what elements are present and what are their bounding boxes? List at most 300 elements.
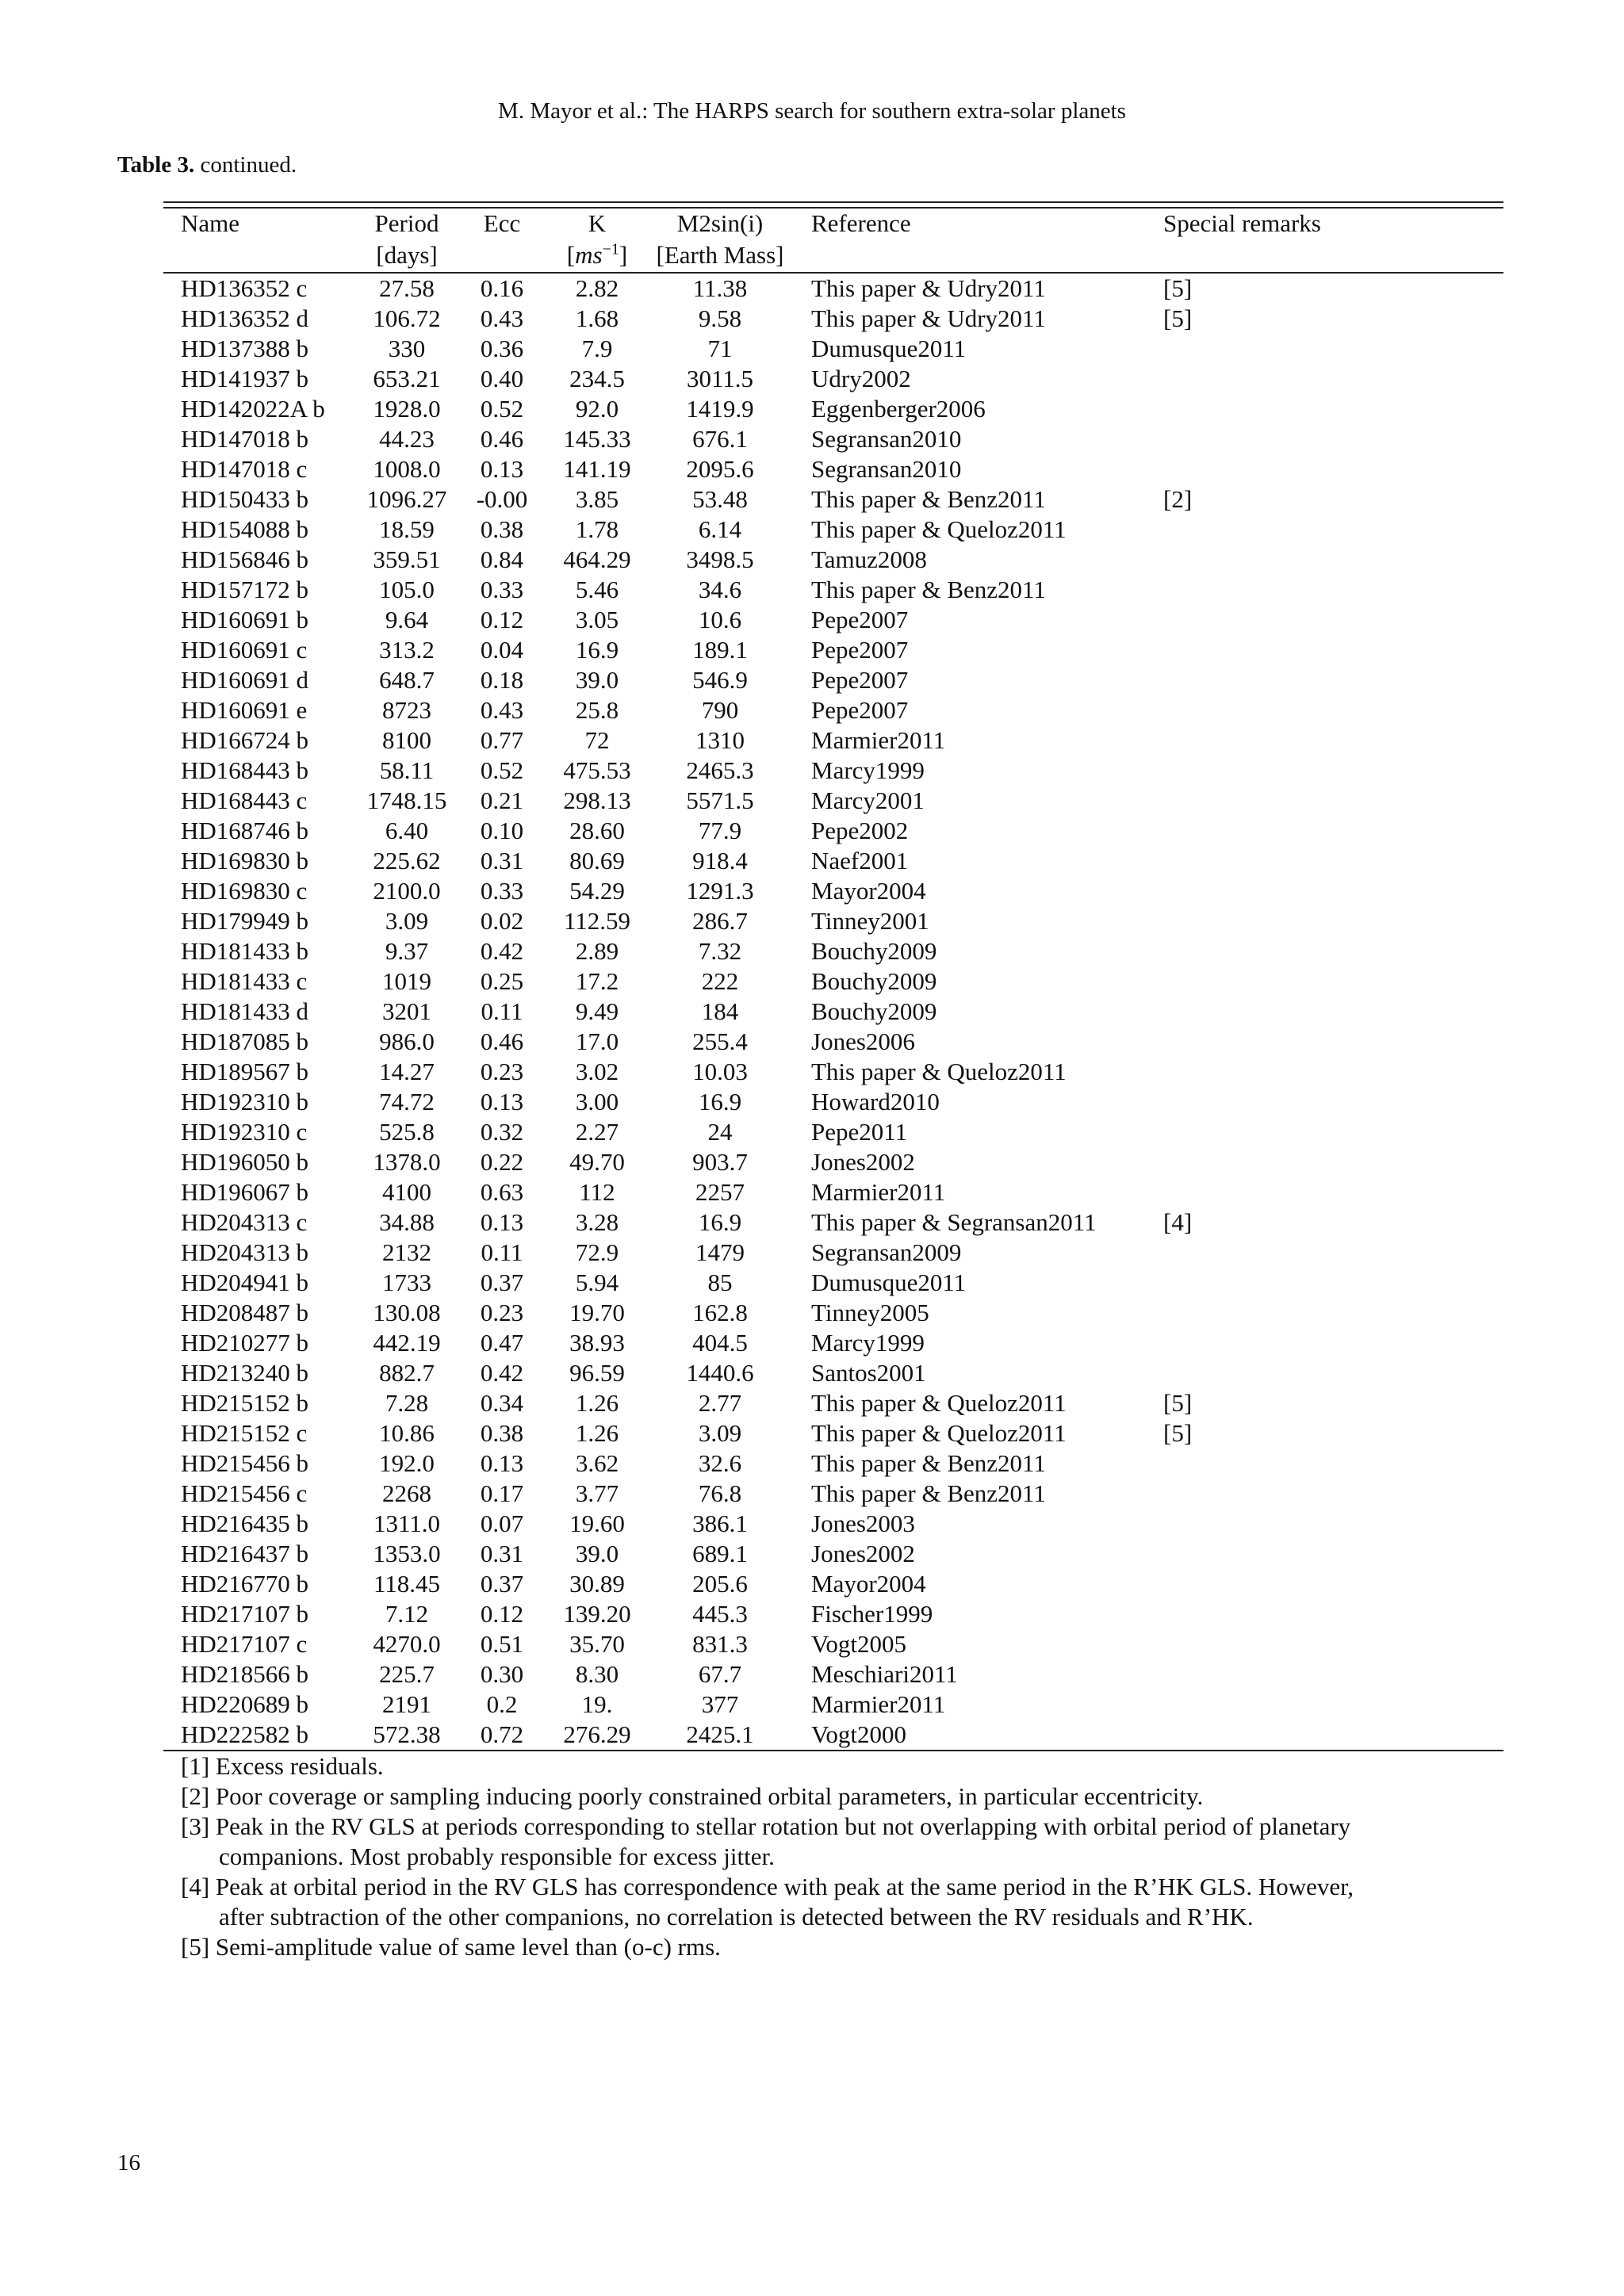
cell-name: HD213240 b	[181, 1359, 309, 1387]
cell-k: 9.49	[575, 997, 619, 1025]
cell-m2sini: 222	[701, 967, 739, 995]
cell-k: 3.28	[575, 1208, 619, 1236]
cell-m2sini: 1440.6	[686, 1359, 754, 1387]
cell-k: 3.62	[575, 1449, 619, 1477]
cell-period: 106.72	[373, 304, 441, 332]
table-row	[163, 304, 1503, 334]
cell-ecc: 0.34	[480, 1389, 524, 1417]
cell-reference: Bouchy2009	[811, 967, 937, 995]
unit-k-exponent: −1	[602, 240, 619, 258]
cell-ecc: 0.31	[480, 1540, 524, 1567]
cell-ecc: 0.32	[480, 1118, 524, 1146]
footnote	[181, 1872, 1503, 1932]
cell-reference: This paper & Segransan2011	[811, 1208, 1097, 1236]
table-row	[163, 1599, 1503, 1629]
cell-period: 18.59	[379, 515, 435, 543]
table-top-rule-1	[163, 201, 1503, 203]
cell-k: 145.33	[563, 425, 631, 453]
cell-remarks	[1160, 786, 1503, 816]
cell-k: 38.93	[569, 1329, 625, 1357]
cell-name: HD222582 b	[181, 1720, 309, 1748]
cell-reference: Eggenberger2006	[811, 395, 986, 423]
cell-m2sini: 24	[707, 1118, 733, 1146]
cell-name: HD141937 b	[181, 365, 309, 392]
footnote-text: [5] Semi-amplitude value of same level than (o-c) rms.	[181, 1933, 721, 1961]
cell-m2sini: 546.9	[692, 666, 748, 694]
cell-ecc: 0.52	[480, 756, 524, 784]
cell-period: 130.08	[373, 1299, 441, 1326]
cell-m2sini: 386.1	[692, 1510, 748, 1537]
table-row	[163, 364, 1503, 394]
cell-ecc: 0.17	[480, 1479, 524, 1507]
cell-m2sini: 1419.9	[686, 395, 754, 423]
cell-k: 3.00	[575, 1088, 619, 1115]
cell-period: 1748.15	[366, 786, 447, 814]
cell-period: 9.64	[385, 606, 429, 633]
cell-period: 14.27	[379, 1058, 435, 1085]
table-row	[163, 1238, 1503, 1268]
cell-period: 6.40	[385, 817, 429, 844]
cell-m2sini: 286.7	[692, 907, 748, 935]
cell-k: 1.78	[575, 515, 619, 543]
cell-name: HD216437 b	[181, 1540, 309, 1567]
cell-remarks	[1160, 1629, 1503, 1659]
cell-m2sini: 790	[701, 696, 739, 724]
cell-reference: Fischer1999	[811, 1600, 933, 1628]
cell-name: HD150433 b	[181, 485, 309, 513]
cell-name: HD168746 b	[181, 817, 309, 844]
cell-k: 17.2	[575, 967, 619, 995]
cell-reference: Pepe2007	[811, 606, 909, 633]
footnote-text: [3] Peak in the RV GLS at periods corresponding to stellar rotation but not overlapping with orbital period of planetary	[181, 1812, 1351, 1840]
cell-name: HD204313 c	[181, 1208, 308, 1236]
cell-ecc: 0.43	[480, 696, 524, 724]
cell-m2sini: 7.32	[698, 937, 742, 965]
cell-m2sini: 53.48	[692, 485, 748, 513]
cell-ecc: 0.13	[480, 1208, 524, 1236]
cell-period: 1733	[382, 1269, 431, 1296]
cell-reference: Tinney2001	[811, 907, 929, 935]
table-row	[163, 1298, 1503, 1328]
cell-k: 112	[579, 1178, 615, 1206]
cell-m2sini: 377	[701, 1690, 739, 1718]
cell-reference: Segransan2010	[811, 455, 962, 483]
cell-k: 80.69	[569, 847, 625, 874]
header-row	[163, 209, 1503, 239]
cell-reference: Tamuz2008	[811, 545, 927, 573]
cell-name: HD216435 b	[181, 1510, 309, 1537]
table-row	[163, 273, 1503, 304]
cell-ecc: 0.38	[480, 515, 524, 543]
cell-period: 74.72	[379, 1088, 435, 1115]
table-row	[163, 846, 1503, 876]
cell-remarks	[1160, 605, 1503, 635]
col-header-ecc: Ecc	[483, 209, 521, 237]
col-header-k: K	[588, 209, 607, 237]
cell-remarks	[1160, 816, 1503, 846]
cell-remarks	[1160, 1087, 1503, 1117]
cell-reference: Pepe2007	[811, 666, 909, 694]
cell-m2sini: 184	[701, 997, 739, 1025]
table-row	[163, 997, 1503, 1027]
cell-period: 1008.0	[373, 455, 441, 483]
cell-remarks	[1160, 1177, 1503, 1207]
cell-k: 112.59	[563, 907, 631, 935]
cell-reference: This paper & Benz2011	[811, 576, 1046, 603]
cell-m2sini: 3498.5	[686, 545, 754, 573]
cell-remarks	[1160, 936, 1503, 966]
cell-ecc: 0.42	[480, 937, 524, 965]
cell-name: HD189567 b	[181, 1058, 309, 1085]
cell-k: 28.60	[569, 817, 625, 844]
cell-k: 3.77	[575, 1479, 619, 1507]
cell-k: 7.9	[581, 335, 613, 362]
cell-ecc: 0.63	[480, 1178, 524, 1206]
cell-ecc: 0.11	[481, 1238, 523, 1266]
cell-m2sini: 1479	[695, 1238, 745, 1266]
cell-period: 225.62	[373, 847, 441, 874]
cell-m2sini: 5571.5	[686, 786, 754, 814]
cell-name: HD160691 d	[181, 666, 309, 694]
col-header-remarks: Special remarks	[1163, 209, 1321, 237]
cell-reference: Jones2006	[811, 1027, 915, 1055]
cell-ecc: -0.00	[476, 485, 528, 513]
table-row	[163, 454, 1503, 484]
cell-remarks	[1160, 545, 1503, 575]
cell-k: 39.0	[575, 666, 619, 694]
cell-reference: This paper & Udry2011	[811, 274, 1046, 302]
cell-m2sini: 2.77	[698, 1389, 742, 1417]
cell-ecc: 0.23	[480, 1299, 524, 1326]
cell-ecc: 0.84	[480, 545, 524, 573]
cell-m2sini: 76.8	[698, 1479, 742, 1507]
cell-ecc: 0.04	[480, 636, 524, 664]
cell-m2sini: 67.7	[698, 1660, 742, 1688]
cell-m2sini: 77.9	[698, 817, 742, 844]
cell-name: HD192310 b	[181, 1088, 309, 1115]
cell-reference: Vogt2005	[811, 1630, 907, 1658]
cell-period: 10.86	[379, 1419, 435, 1447]
cell-k: 475.53	[563, 756, 631, 784]
cell-remarks	[1160, 725, 1503, 756]
table-row	[163, 424, 1503, 454]
table-row	[163, 1087, 1503, 1117]
cell-period: 986.0	[379, 1027, 435, 1055]
cell-ecc: 0.52	[480, 395, 524, 423]
cell-k: 1.68	[575, 304, 619, 332]
table-row	[163, 1268, 1503, 1298]
cell-reference: This paper & Benz2011	[811, 1479, 1046, 1507]
cell-period: 442.19	[373, 1329, 441, 1357]
col-header-period: Period	[374, 209, 439, 237]
cell-remarks	[1160, 454, 1503, 484]
cell-m2sini: 2257	[695, 1178, 745, 1206]
cell-remarks	[1160, 876, 1503, 906]
cell-reference: Meschiari2011	[811, 1660, 958, 1688]
cell-remarks	[1160, 846, 1503, 876]
table-row	[163, 1027, 1503, 1057]
table-row	[163, 545, 1503, 575]
cell-name: HD147018 b	[181, 425, 309, 453]
cell-k: 19.60	[569, 1510, 625, 1537]
cell-remarks: [4]	[1163, 1208, 1193, 1236]
cell-m2sini: 2465.3	[686, 756, 754, 784]
cell-period: 3201	[382, 997, 431, 1025]
cell-period: 3.09	[385, 907, 429, 935]
cell-remarks	[1160, 966, 1503, 997]
table-row	[163, 1207, 1503, 1238]
cell-k: 17.0	[575, 1027, 619, 1055]
cell-m2sini: 85	[707, 1269, 733, 1296]
cell-remarks	[1160, 334, 1503, 364]
cell-ecc: 0.31	[480, 847, 524, 874]
cell-name: HD217107 b	[181, 1600, 309, 1628]
unit-m2sini: [Earth Mass]	[656, 241, 784, 269]
cell-ecc: 0.2	[486, 1690, 518, 1718]
cell-name: HD181433 b	[181, 937, 309, 965]
cell-name: HD216770 b	[181, 1570, 309, 1598]
table-body	[163, 273, 1503, 1750]
footnote	[181, 1932, 1503, 1962]
cell-remarks	[1160, 906, 1503, 936]
table-row	[163, 1177, 1503, 1207]
table-row	[163, 394, 1503, 424]
cell-remarks	[1160, 997, 1503, 1027]
cell-remarks	[1160, 1720, 1503, 1750]
cell-remarks	[1160, 515, 1503, 545]
cell-period: 225.7	[379, 1660, 435, 1688]
footnote-text: [2] Poor coverage or sampling inducing poorly constrained orbital parameters, in particular eccentricity.	[181, 1782, 1204, 1810]
cell-k: 25.8	[575, 696, 619, 724]
cell-ecc: 0.18	[480, 666, 524, 694]
cell-period: 1311.0	[373, 1510, 441, 1537]
cell-period: 4100	[382, 1178, 431, 1206]
cell-remarks	[1160, 1117, 1503, 1147]
table-caption	[117, 152, 297, 178]
cell-m2sini: 162.8	[692, 1299, 748, 1326]
cell-reference: Marmier2011	[811, 1690, 946, 1718]
cell-period: 1096.27	[366, 485, 447, 513]
cell-ecc: 0.16	[480, 274, 524, 302]
cell-ecc: 0.23	[480, 1058, 524, 1085]
cell-k: 8.30	[575, 1660, 619, 1688]
cell-ecc: 0.02	[480, 907, 524, 935]
cell-reference: Mayor2004	[811, 1570, 926, 1598]
cell-period: 1928.0	[373, 395, 441, 423]
table-row	[163, 1569, 1503, 1599]
cell-remarks	[1160, 1298, 1503, 1328]
cell-name: HD204941 b	[181, 1269, 309, 1296]
cell-period: 2132	[382, 1238, 431, 1266]
cell-period: 118.45	[373, 1570, 441, 1598]
cell-m2sini: 918.4	[692, 847, 748, 874]
cell-reference: This paper & Benz2011	[811, 485, 1046, 513]
table-row	[163, 1479, 1503, 1509]
table-row	[163, 695, 1503, 725]
cell-remarks	[1160, 1509, 1503, 1539]
cell-k: 49.70	[569, 1148, 625, 1176]
cell-m2sini: 10.03	[692, 1058, 748, 1085]
cell-name: HD137388 b	[181, 335, 309, 362]
cell-m2sini: 1291.3	[686, 877, 754, 905]
cell-m2sini: 903.7	[692, 1148, 748, 1176]
cell-remarks	[1160, 394, 1503, 424]
cell-name: HD192310 c	[181, 1118, 308, 1146]
cell-reference: Marcy1999	[811, 1329, 925, 1357]
cell-name: HD181433 d	[181, 997, 309, 1025]
cell-m2sini: 71	[707, 335, 733, 362]
cell-name: HD136352 c	[181, 274, 308, 302]
cell-remarks: [5]	[1163, 274, 1193, 302]
cell-k: 1.26	[575, 1389, 619, 1417]
cell-ecc: 0.51	[480, 1630, 524, 1658]
cell-name: HD215456 c	[181, 1479, 308, 1507]
col-header-name: Name	[181, 209, 240, 237]
cell-name: HD168443 b	[181, 756, 309, 784]
col-header-m2sini: M2sin(i)	[676, 209, 764, 237]
table-row	[163, 1117, 1503, 1147]
cell-period: 27.58	[379, 274, 435, 302]
cell-k: 139.20	[563, 1600, 631, 1628]
cell-remarks	[1160, 1539, 1503, 1569]
table-row	[163, 1057, 1503, 1087]
cell-period: 34.88	[379, 1208, 435, 1236]
cell-ecc: 0.43	[480, 304, 524, 332]
cell-m2sini: 9.58	[698, 304, 742, 332]
cell-period: 7.12	[385, 1600, 429, 1628]
cell-m2sini: 205.6	[692, 1570, 748, 1598]
cell-ecc: 0.13	[480, 1088, 524, 1115]
cell-ecc: 0.36	[480, 335, 524, 362]
cell-period: 2268	[382, 1479, 431, 1507]
cell-ecc: 0.38	[480, 1419, 524, 1447]
footnote	[181, 1781, 1503, 1812]
cell-k: 3.85	[575, 485, 619, 513]
cell-name: HD156846 b	[181, 545, 309, 573]
cell-reference: Segransan2009	[811, 1238, 962, 1266]
cell-name: HD168443 c	[181, 786, 308, 814]
table-row	[163, 1328, 1503, 1358]
running-title: M. Mayor et al.: The HARPS search for southern extra-solar planets	[498, 98, 1126, 124]
table-row	[163, 1509, 1503, 1539]
cell-reference: Marmier2011	[811, 726, 946, 754]
table-row	[163, 966, 1503, 997]
table-caption-text: continued.	[194, 152, 297, 178]
cell-remarks	[1160, 1268, 1503, 1298]
cell-m2sini: 255.4	[692, 1027, 748, 1055]
cell-remarks	[1160, 665, 1503, 695]
cell-ecc: 0.46	[480, 1027, 524, 1055]
cell-m2sini: 404.5	[692, 1329, 748, 1357]
cell-reference: Jones2002	[811, 1148, 915, 1176]
page-number: 16	[117, 2150, 140, 2175]
cell-name: HD208487 b	[181, 1299, 309, 1326]
cell-m2sini: 16.9	[698, 1088, 742, 1115]
cell-m2sini: 6.14	[698, 515, 742, 543]
cell-remarks	[1160, 695, 1503, 725]
cell-m2sini: 445.3	[692, 1600, 748, 1628]
cell-period: 313.2	[379, 636, 435, 664]
cell-period: 2100.0	[373, 877, 441, 905]
table-row	[163, 575, 1503, 605]
cell-m2sini: 11.38	[692, 274, 748, 302]
cell-ecc: 0.22	[480, 1148, 524, 1176]
cell-ecc: 0.42	[480, 1359, 524, 1387]
table-row	[163, 1629, 1503, 1659]
cell-reference: This paper & Queloz2011	[811, 1389, 1067, 1417]
cell-k: 30.89	[569, 1570, 625, 1598]
cell-reference: Udry2002	[811, 365, 911, 392]
cell-m2sini: 3.09	[698, 1419, 742, 1447]
table-row	[163, 334, 1503, 364]
table-caption-label: Table 3.	[117, 152, 195, 178]
cell-period: 882.7	[379, 1359, 435, 1387]
cell-k: 96.59	[569, 1359, 625, 1387]
cell-k: 1.26	[575, 1419, 619, 1447]
cell-reference: Marcy1999	[811, 756, 925, 784]
table-row	[163, 1720, 1503, 1750]
cell-k: 92.0	[575, 395, 619, 423]
cell-remarks	[1160, 1238, 1503, 1268]
cell-period: 330	[388, 335, 426, 362]
cell-name: HD220689 b	[181, 1690, 309, 1718]
cell-remarks: [5]	[1163, 304, 1193, 332]
cell-period: 58.11	[379, 756, 435, 784]
cell-name: HD169830 b	[181, 847, 309, 874]
cell-period: 105.0	[379, 576, 435, 603]
table-row	[163, 484, 1503, 515]
cell-name: HD157172 b	[181, 576, 309, 603]
cell-name: HD181433 c	[181, 967, 308, 995]
cell-ecc: 0.46	[480, 425, 524, 453]
cell-period: 648.7	[379, 666, 435, 694]
cell-period: 359.51	[373, 545, 441, 573]
cell-m2sini: 676.1	[692, 425, 748, 453]
cell-reference: Jones2002	[811, 1540, 915, 1567]
cell-remarks	[1160, 1599, 1503, 1629]
cell-period: 1353.0	[373, 1540, 441, 1567]
cell-ecc: 0.13	[480, 1449, 524, 1477]
cell-remarks	[1160, 1569, 1503, 1599]
cell-period: 525.8	[379, 1118, 435, 1146]
cell-ecc: 0.13	[480, 455, 524, 483]
cell-remarks	[1160, 635, 1503, 665]
cell-k: 19.70	[569, 1299, 625, 1326]
unit-k-base: ms	[575, 241, 603, 269]
cell-ecc: 0.37	[480, 1269, 524, 1296]
cell-reference: Vogt2000	[811, 1720, 907, 1748]
cell-remarks	[1160, 1027, 1503, 1057]
cell-m2sini: 16.9	[698, 1208, 742, 1236]
table-row	[163, 906, 1503, 936]
cell-m2sini: 2425.1	[686, 1720, 754, 1748]
cell-remarks	[1160, 1358, 1503, 1388]
table-row	[163, 1689, 1503, 1720]
cell-ecc: 0.11	[481, 997, 523, 1025]
table-row	[163, 1358, 1503, 1388]
footnote-text: [4] Peak at orbital period in the RV GLS has correspondence with peak at the same period in the R’HK GLS. However,	[181, 1873, 1354, 1900]
cell-reference: Pepe2007	[811, 636, 909, 664]
table-header	[163, 209, 1503, 273]
table-row	[163, 936, 1503, 966]
cell-ecc: 0.25	[480, 967, 524, 995]
cell-remarks	[1160, 575, 1503, 605]
cell-remarks	[1160, 1448, 1503, 1479]
cell-ecc: 0.33	[480, 877, 524, 905]
footnote-text: [1] Excess residuals.	[181, 1752, 384, 1780]
cell-period: 572.38	[373, 1720, 441, 1748]
cell-k: 54.29	[569, 877, 625, 905]
